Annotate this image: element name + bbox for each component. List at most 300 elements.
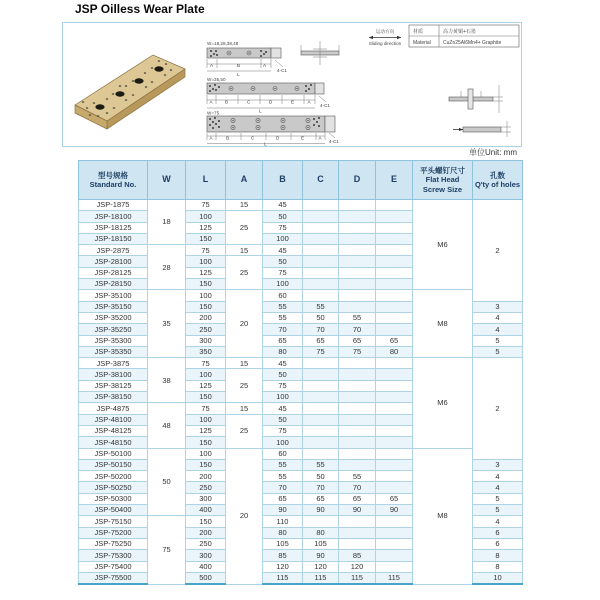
table-cell: 200 [186, 312, 226, 323]
svg-text:B: B [225, 99, 229, 105]
table-cell [376, 550, 413, 561]
table-cell: 115 [339, 572, 376, 584]
svg-text:C: C [247, 99, 251, 105]
table-cell [303, 245, 339, 256]
standard-no-cell: JSP-38100 [79, 369, 148, 380]
table-cell: 90 [376, 505, 413, 516]
table-cell [376, 267, 413, 278]
table-cell: 150 [186, 279, 226, 290]
table-cell: 100 [263, 437, 303, 448]
standard-no-cell: JSP-35250 [79, 324, 148, 335]
table-cell: 18 [148, 200, 186, 245]
header-e: E [376, 161, 413, 200]
table-cell: 75 [186, 403, 226, 414]
svg-text:L: L [237, 72, 240, 77]
table-cell [376, 425, 413, 436]
table-cell: 50 [303, 312, 339, 323]
svg-text:4-C1: 4-C1 [329, 139, 339, 144]
table-cell: 75 [263, 380, 303, 391]
standard-no-cell: JSP-50400 [79, 505, 148, 516]
table-cell: M6 [413, 200, 473, 290]
table-cell: 4 [473, 324, 523, 335]
table-cell: 55 [339, 312, 376, 323]
table-cell [339, 245, 376, 256]
motion-direction-cn-label: 运动方向 [375, 29, 395, 34]
table-cell [376, 324, 413, 335]
table-cell: 400 [186, 561, 226, 572]
sliding-direction-label: Sliding direction [368, 41, 402, 46]
unit-note: 单位Unit: mm [469, 148, 517, 157]
standard-no-cell: JSP-35350 [79, 346, 148, 357]
svg-text:A: A [209, 135, 213, 141]
standard-no-cell: JSP-28150 [79, 279, 148, 290]
table-cell: 85 [263, 550, 303, 561]
table-cell: 105 [303, 538, 339, 549]
table-cell [339, 527, 376, 538]
table-row [79, 448, 523, 459]
table-row [79, 290, 523, 301]
table-cell [376, 437, 413, 448]
table-cell: 150 [186, 233, 226, 244]
svg-text:D: D [276, 135, 280, 141]
standard-no-cell: JSP-38150 [79, 392, 148, 403]
table-cell: 300 [186, 335, 226, 346]
sliding-direction [369, 28, 402, 46]
table-cell [376, 256, 413, 267]
standard-no-cell: JSP-35300 [79, 335, 148, 346]
table-cell: 85 [339, 550, 376, 561]
table-cell: 105 [263, 538, 303, 549]
header-l: L [186, 161, 226, 200]
table-cell [303, 222, 339, 233]
table-cell: 125 [186, 380, 226, 391]
table-cell [339, 301, 376, 312]
table-cell [303, 233, 339, 244]
plate-3d-render [75, 55, 185, 129]
table-cell: 150 [186, 301, 226, 312]
table-cell: 250 [186, 538, 226, 549]
material-label-cn: 材质 [413, 29, 424, 35]
standard-no-cell: JSP-28100 [79, 256, 148, 267]
table-cell: 100 [186, 414, 226, 425]
table-cell: 15 [226, 403, 263, 414]
table-cell: 25 [226, 256, 263, 290]
table-cell: 8 [473, 550, 523, 561]
standard-no-cell: JSP-35200 [79, 312, 148, 323]
header-c: C [303, 161, 339, 200]
table-cell [303, 516, 339, 527]
table-cell [339, 279, 376, 290]
table-cell [376, 211, 413, 222]
table-cell [303, 279, 339, 290]
standard-no-cell: JSP-48100 [79, 414, 148, 425]
table-cell: 115 [376, 572, 413, 584]
svg-text:C: C [251, 135, 255, 141]
standard-no-cell: JSP-75300 [79, 550, 148, 561]
table-cell: 50 [263, 211, 303, 222]
arrow-icon [459, 128, 463, 131]
svg-text:B: B [226, 135, 230, 141]
table-cell: 120 [263, 561, 303, 572]
table-cell [339, 392, 376, 403]
table-cell: 28 [148, 245, 186, 290]
header-holes-en: Q'ty of holes [474, 180, 521, 189]
table-cell: 15 [226, 245, 263, 256]
table-cell [339, 448, 376, 459]
standard-no-cell: JSP-48150 [79, 437, 148, 448]
page-title: JSP Oilless Wear Plate [75, 2, 205, 16]
table-cell: 65 [303, 335, 339, 346]
table-cell [303, 211, 339, 222]
table-cell: 300 [186, 493, 226, 504]
table-cell: 55 [263, 471, 303, 482]
standard-no-cell: JSP-50200 [79, 471, 148, 482]
svg-text:A: A [318, 135, 322, 141]
table-row [79, 200, 523, 211]
standard-no-cell: JSP-18125 [79, 222, 148, 233]
table-cell: 100 [186, 448, 226, 459]
table-row [79, 358, 523, 369]
table-cell [303, 267, 339, 278]
table-cell [376, 392, 413, 403]
table-cell: 75 [148, 516, 186, 584]
table-cell: 25 [226, 369, 263, 403]
header-a: A [226, 161, 263, 200]
table-cell [339, 425, 376, 436]
table-cell: 75 [263, 267, 303, 278]
table-cell: 100 [263, 233, 303, 244]
header-d: D [339, 161, 376, 200]
material-value-en: CuZn25Al6Mn4+ Graphite [443, 40, 502, 46]
table-cell [303, 369, 339, 380]
table-cell [376, 471, 413, 482]
table-cell: 25 [226, 414, 263, 448]
table-cell: 8 [473, 561, 523, 572]
table-cell: 55 [303, 459, 339, 470]
spec-table [78, 160, 523, 585]
standard-no-cell: JSP-4875 [79, 403, 148, 414]
header-holes [473, 161, 523, 200]
svg-text:W=75: W=75 [207, 110, 220, 116]
table-cell: 500 [186, 572, 226, 584]
standard-no-cell: JSP-75400 [79, 561, 148, 572]
table-cell: 150 [186, 392, 226, 403]
header-w: W [148, 161, 186, 200]
standard-no-cell: JSP-3875 [79, 358, 148, 369]
table-cell: 115 [263, 572, 303, 584]
table-cell: 110 [263, 516, 303, 527]
table-cell: 65 [376, 335, 413, 346]
header-standard-no [79, 161, 148, 200]
table-cell: 65 [339, 493, 376, 504]
table-cell: 250 [186, 482, 226, 493]
table-cell [339, 267, 376, 278]
header-standard-no-en: Standard No. [89, 180, 137, 189]
table-cell: 50 [263, 256, 303, 267]
table-cell: 100 [263, 392, 303, 403]
standard-no-cell: JSP-75200 [79, 527, 148, 538]
table-cell [376, 200, 413, 211]
table-cell [376, 403, 413, 414]
table-cell [339, 211, 376, 222]
table-cell [376, 301, 413, 312]
table-cell [303, 358, 339, 369]
table-cell [376, 516, 413, 527]
header-screw-en2: Screw Size [422, 184, 463, 194]
standard-no-cell: JSP-75150 [79, 516, 148, 527]
table-cell: 80 [263, 527, 303, 538]
table-cell: 70 [339, 324, 376, 335]
svg-text:L: L [264, 141, 267, 146]
header-screw-cn: 平头螺钉尺寸 [420, 165, 465, 175]
table-cell: 4 [473, 482, 523, 493]
table-cell: 50 [148, 448, 186, 516]
table-cell: 80 [263, 346, 303, 357]
standard-no-cell: JSP-50250 [79, 482, 148, 493]
table-cell: 60 [263, 290, 303, 301]
table-cell: 75 [263, 222, 303, 233]
table-cell [339, 437, 376, 448]
table-cell [339, 358, 376, 369]
table-cell: 50 [263, 369, 303, 380]
cross-section-right [449, 85, 503, 113]
table-cell: 90 [263, 505, 303, 516]
table-cell: 400 [186, 505, 226, 516]
table-cell: 20 [226, 290, 263, 358]
table-cell: 125 [186, 425, 226, 436]
table-cell [376, 245, 413, 256]
table-cell [376, 414, 413, 425]
table-cell: 55 [263, 459, 303, 470]
standard-no-cell: JSP-18100 [79, 211, 148, 222]
table-cell: 75 [263, 425, 303, 436]
table-cell: 250 [186, 324, 226, 335]
standard-no-cell: JSP-50150 [79, 459, 148, 470]
table-cell [339, 369, 376, 380]
header-standard-no-cn: 型号规格 [98, 170, 128, 180]
table-cell: 2 [473, 358, 523, 460]
table-cell [376, 369, 413, 380]
svg-text:A: A [209, 99, 213, 105]
header-b: B [263, 161, 303, 200]
table-cell: 10 [473, 572, 523, 584]
table-cell: 75 [186, 245, 226, 256]
standard-no-cell: JSP-75500 [79, 572, 148, 584]
table-cell: 200 [186, 471, 226, 482]
table-cell: 5 [473, 346, 523, 357]
table-cell: 2 [473, 200, 523, 302]
plan-view-w18-48 [207, 41, 287, 77]
table-cell [376, 312, 413, 323]
table-cell [339, 516, 376, 527]
header-screw-size [413, 161, 473, 200]
svg-text:A: A [210, 63, 214, 68]
svg-text:4-C1: 4-C1 [320, 103, 330, 108]
table-cell: 65 [263, 335, 303, 346]
table-cell [339, 538, 376, 549]
table-cell [303, 448, 339, 459]
table-cell: 125 [186, 267, 226, 278]
table-cell: 115 [303, 572, 339, 584]
table-cell: M6 [413, 358, 473, 448]
svg-text:B: B [237, 63, 241, 68]
table-cell: 25 [226, 211, 263, 245]
table-cell: 70 [339, 482, 376, 493]
table-cell [303, 200, 339, 211]
table-cell [339, 222, 376, 233]
standard-no-cell: JSP-18150 [79, 233, 148, 244]
table-cell [376, 538, 413, 549]
table-cell [339, 414, 376, 425]
table-cell: 55 [303, 301, 339, 312]
table-cell: 100 [186, 211, 226, 222]
table-cell [339, 256, 376, 267]
table-cell [339, 459, 376, 470]
material-label-en: Material [413, 40, 431, 46]
material-value-cn: 高力黄铜+石墨 [443, 29, 476, 35]
arrow-right-icon [397, 36, 401, 39]
table-cell: 100 [186, 290, 226, 301]
table-cell [339, 380, 376, 391]
table-cell: 120 [303, 561, 339, 572]
table-cell: 120 [339, 561, 376, 572]
table-cell: 55 [263, 312, 303, 323]
table-cell [339, 290, 376, 301]
standard-no-cell: JSP-2875 [79, 245, 148, 256]
svg-text:L: L [259, 108, 262, 114]
table-cell [376, 561, 413, 572]
table-cell [376, 380, 413, 391]
table-cell [376, 448, 413, 459]
table-cell [303, 425, 339, 436]
table-cell: 38 [148, 358, 186, 403]
table-cell: 200 [186, 527, 226, 538]
table-cell [376, 459, 413, 470]
table-cell: 55 [263, 301, 303, 312]
table-cell: 150 [186, 437, 226, 448]
table-cell [339, 233, 376, 244]
plan-view-w75 [207, 108, 339, 147]
table-cell: 4 [473, 516, 523, 527]
table-cell: 100 [186, 256, 226, 267]
table-cell: 65 [303, 493, 339, 504]
table-cell: 48 [148, 403, 186, 448]
table-cell: 35 [148, 290, 186, 358]
table-cell: 45 [263, 358, 303, 369]
table-cell: 6 [473, 527, 523, 538]
table-cell: 80 [303, 527, 339, 538]
table-cell [376, 527, 413, 538]
table-cell [303, 256, 339, 267]
table-cell: 75 [186, 200, 226, 211]
table-cell: 4 [473, 312, 523, 323]
table-cell: M8 [413, 448, 473, 584]
table-cell: 4 [473, 471, 523, 482]
standard-no-cell: JSP-48125 [79, 425, 148, 436]
standard-no-cell: JSP-1875 [79, 200, 148, 211]
standard-no-cell: JSP-35100 [79, 290, 148, 301]
svg-text:W=18,28,38,48: W=18,28,38,48 [207, 41, 239, 46]
table-cell: 45 [263, 200, 303, 211]
table-cell: 75 [186, 358, 226, 369]
table-cell [303, 437, 339, 448]
svg-text:D: D [269, 99, 273, 105]
table-cell: 50 [303, 471, 339, 482]
table-cell: 3 [473, 459, 523, 470]
table-cell: 20 [226, 448, 263, 584]
technical-drawings [63, 23, 521, 146]
table-cell: 125 [186, 222, 226, 233]
table-cell: 100 [263, 279, 303, 290]
table-cell: 55 [339, 471, 376, 482]
table-cell: 5 [473, 335, 523, 346]
table-cell: 45 [263, 245, 303, 256]
table-cell: 50 [263, 414, 303, 425]
side-view-bottom-right [453, 121, 511, 137]
table-cell [303, 403, 339, 414]
table-header-row [79, 161, 523, 200]
plan-view-w35-50 [207, 77, 330, 114]
table-cell: 150 [186, 459, 226, 470]
table-cell: 150 [186, 516, 226, 527]
svg-text:W=35,50: W=35,50 [207, 77, 226, 82]
svg-text:A: A [263, 63, 267, 68]
standard-no-cell: JSP-35150 [79, 301, 148, 312]
material-table [409, 25, 519, 47]
standard-no-cell: JSP-28125 [79, 267, 148, 278]
table-cell: 90 [303, 550, 339, 561]
table-cell [303, 414, 339, 425]
table-cell: 65 [263, 493, 303, 504]
table-cell [303, 392, 339, 403]
table-cell: 5 [473, 493, 523, 504]
standard-no-cell: JSP-75250 [79, 538, 148, 549]
table-cell [376, 482, 413, 493]
standard-no-cell: JSP-50100 [79, 448, 148, 459]
table-cell [376, 222, 413, 233]
table-cell [303, 380, 339, 391]
svg-text:E: E [301, 135, 305, 141]
table-cell: 70 [303, 482, 339, 493]
table-cell: 90 [303, 505, 339, 516]
drawing-panel [62, 22, 522, 147]
table-cell: 300 [186, 550, 226, 561]
table-cell: 15 [226, 200, 263, 211]
spec-table-body [79, 200, 523, 585]
table-cell: 70 [303, 324, 339, 335]
table-cell: 80 [376, 346, 413, 357]
table-cell: 70 [263, 324, 303, 335]
table-cell: 5 [473, 505, 523, 516]
table-cell: 65 [376, 493, 413, 504]
table-cell: 3 [473, 301, 523, 312]
table-cell [339, 200, 376, 211]
table-cell [339, 403, 376, 414]
standard-no-cell: JSP-38125 [79, 380, 148, 391]
arrow-left-icon [369, 36, 373, 39]
table-cell [376, 290, 413, 301]
table-cell: 90 [339, 505, 376, 516]
table-cell: 45 [263, 403, 303, 414]
svg-text:4-C1: 4-C1 [277, 68, 287, 73]
table-cell: 350 [186, 346, 226, 357]
header-screw-en1: Flat Head [425, 175, 460, 185]
table-cell: 75 [339, 346, 376, 357]
table-cell: 65 [339, 335, 376, 346]
table-cell: 70 [263, 482, 303, 493]
table-cell [376, 358, 413, 369]
header-holes-cn: 孔数 [490, 170, 505, 180]
